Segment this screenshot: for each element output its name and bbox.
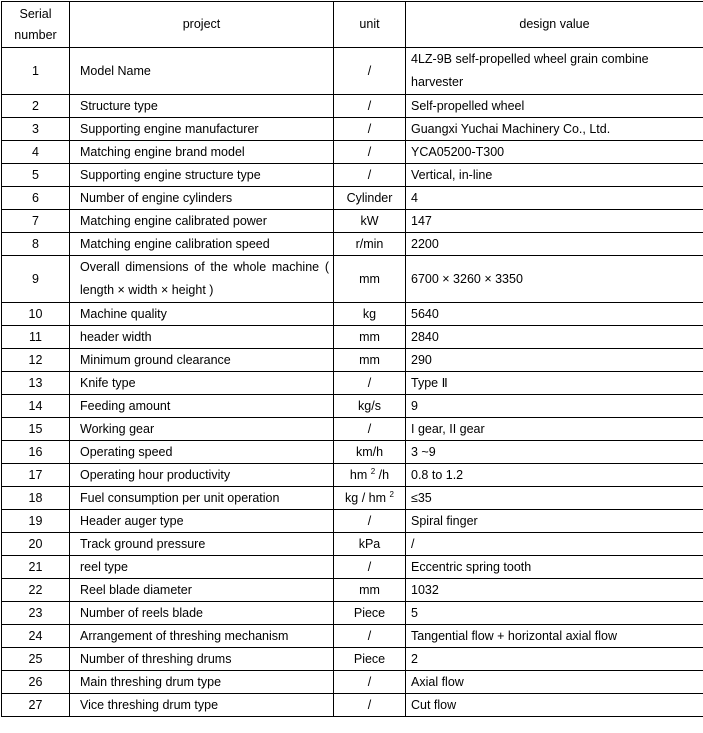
serial-cell: 27 (2, 694, 70, 717)
table-row (2, 395, 703, 418)
unit-cell: / (334, 556, 406, 579)
value-cell: 147 (406, 210, 703, 233)
unit-text: hm (349, 467, 371, 482)
value-cell: Spiral finger (406, 510, 703, 533)
unit-cell: kW (334, 210, 406, 233)
unit-cell: / (334, 510, 406, 533)
unit-cell: / (334, 671, 406, 694)
project-cell: Supporting engine manufacturer (70, 118, 334, 141)
project-cell: Fuel consumption per unit operation (70, 487, 334, 510)
value-cell: Tangential flow + horizontal axial flow (406, 625, 703, 648)
serial-cell: 17 (2, 464, 70, 487)
serial-cell: 14 (2, 395, 70, 418)
unit-cell: / (334, 48, 406, 95)
unit-cell (334, 487, 406, 510)
project-cell: Matching engine calibration speed (70, 233, 334, 256)
header-design-value: design value (406, 2, 703, 48)
serial-cell: 9 (2, 256, 70, 303)
serial-cell: 19 (2, 510, 70, 533)
value-cell: 290 (406, 349, 703, 372)
table-row (2, 349, 703, 372)
unit-cell: / (334, 418, 406, 441)
value-cell: Eccentric spring tooth (406, 556, 703, 579)
serial-cell: 5 (2, 164, 70, 187)
project-cell: Number of reels blade (70, 602, 334, 625)
unit-cell: km/h (334, 441, 406, 464)
unit-cell: / (334, 164, 406, 187)
serial-cell: 18 (2, 487, 70, 510)
serial-cell: 1 (2, 48, 70, 95)
header-row (2, 2, 703, 48)
project-cell: Feeding amount (70, 395, 334, 418)
unit-cell: / (334, 118, 406, 141)
table-row (2, 579, 703, 602)
serial-cell: 2 (2, 95, 70, 118)
table-row (2, 556, 703, 579)
unit-cell: r/min (334, 233, 406, 256)
table-row (2, 118, 703, 141)
value-cell: 5640 (406, 303, 703, 326)
project-cell: Operating speed (70, 441, 334, 464)
unit-cell: kg (334, 303, 406, 326)
serial-cell: 21 (2, 556, 70, 579)
serial-cell: 23 (2, 602, 70, 625)
serial-cell: 24 (2, 625, 70, 648)
serial-cell: 22 (2, 579, 70, 602)
unit-text: kg / hm (345, 490, 390, 505)
project-cell: Knife type (70, 372, 334, 395)
table-row (2, 187, 703, 210)
value-cell: Axial flow (406, 671, 703, 694)
table-row (2, 510, 703, 533)
value-cell: 1032 (406, 579, 703, 602)
table-row (2, 487, 703, 510)
serial-cell: 16 (2, 441, 70, 464)
table-row (2, 533, 703, 556)
unit-cell: / (334, 372, 406, 395)
unit-text: /h (375, 467, 390, 482)
project-cell: Track ground pressure (70, 533, 334, 556)
value-cell: Type Ⅱ (406, 372, 703, 395)
serial-cell: 20 (2, 533, 70, 556)
serial-cell: 4 (2, 141, 70, 164)
value-cell: 2200 (406, 233, 703, 256)
value-cell: 4LZ-9B self-propelled wheel grain combine harvester (406, 48, 703, 95)
project-cell: Vice threshing drum type (70, 694, 334, 717)
project-cell: Overall dimensions of the whole machine ( length × width × height ) (70, 256, 334, 303)
header-serial: Serial number (2, 2, 70, 48)
unit-cell: Piece (334, 648, 406, 671)
table-row (2, 95, 703, 118)
unit-cell: kg/s (334, 395, 406, 418)
project-cell: Matching engine calibrated power (70, 210, 334, 233)
serial-cell: 10 (2, 303, 70, 326)
serial-cell: 8 (2, 233, 70, 256)
value-cell: 3 ~9 (406, 441, 703, 464)
table-row (2, 48, 703, 95)
table-row (2, 671, 703, 694)
table-row (2, 694, 703, 717)
table-row (2, 210, 703, 233)
unit-cell: Cylinder (334, 187, 406, 210)
project-cell: Main threshing drum type (70, 671, 334, 694)
project-cell: Structure type (70, 95, 334, 118)
serial-cell: 25 (2, 648, 70, 671)
unit-superscript: 2 (389, 489, 394, 499)
header-unit: unit (334, 2, 406, 48)
project-cell: reel type (70, 556, 334, 579)
unit-cell: / (334, 141, 406, 164)
project-cell: Header auger type (70, 510, 334, 533)
spec-table (1, 1, 703, 717)
table-row (2, 464, 703, 487)
table-row (2, 625, 703, 648)
table-row (2, 164, 703, 187)
unit-cell: / (334, 694, 406, 717)
project-cell: Number of threshing drums (70, 648, 334, 671)
table-row (2, 326, 703, 349)
unit-cell: mm (334, 579, 406, 602)
serial-cell: 12 (2, 349, 70, 372)
unit-superscript: 2 (370, 466, 376, 476)
project-cell: Supporting engine structure type (70, 164, 334, 187)
value-cell: / (406, 533, 703, 556)
value-cell: ≤35 (406, 487, 703, 510)
table-row (2, 141, 703, 164)
serial-cell: 6 (2, 187, 70, 210)
serial-cell: 26 (2, 671, 70, 694)
table-row (2, 303, 703, 326)
table-row (2, 372, 703, 395)
serial-cell: 11 (2, 326, 70, 349)
value-cell: 2840 (406, 326, 703, 349)
value-cell: 5 (406, 602, 703, 625)
unit-cell: mm (334, 256, 406, 303)
table-row (2, 233, 703, 256)
value-cell: YCA05200-T300 (406, 141, 703, 164)
project-cell: Machine quality (70, 303, 334, 326)
unit-cell: mm (334, 349, 406, 372)
project-cell: Model Name (70, 48, 334, 95)
value-cell: I gear, II gear (406, 418, 703, 441)
table-row (2, 648, 703, 671)
unit-cell: Piece (334, 602, 406, 625)
serial-cell: 13 (2, 372, 70, 395)
value-cell: 4 (406, 187, 703, 210)
value-cell: 2 (406, 648, 703, 671)
project-cell: header width (70, 326, 334, 349)
unit-cell: mm (334, 326, 406, 349)
unit-cell: / (334, 95, 406, 118)
serial-cell: 7 (2, 210, 70, 233)
project-cell: Reel blade diameter (70, 579, 334, 602)
value-cell: Self-propelled wheel (406, 95, 703, 118)
project-cell: Number of engine cylinders (70, 187, 334, 210)
value-cell: Cut flow (406, 694, 703, 717)
table-row (2, 441, 703, 464)
value-cell: 9 (406, 395, 703, 418)
value-cell: 0.8 to 1.2 (406, 464, 703, 487)
header-project: project (70, 2, 334, 48)
project-cell: Arrangement of threshing mechanism (70, 625, 334, 648)
project-cell: Matching engine brand model (70, 141, 334, 164)
project-cell: Working gear (70, 418, 334, 441)
serial-cell: 15 (2, 418, 70, 441)
table-row (2, 418, 703, 441)
unit-cell: / (334, 625, 406, 648)
project-cell: Minimum ground clearance (70, 349, 334, 372)
unit-cell: kPa (334, 533, 406, 556)
value-cell: 6700 × 3260 × 3350 (406, 256, 703, 303)
unit-cell (334, 464, 406, 487)
value-cell: Guangxi Yuchai Machinery Co., Ltd. (406, 118, 703, 141)
table-row (2, 602, 703, 625)
project-cell: Operating hour productivity (70, 464, 334, 487)
value-cell: Vertical, in-line (406, 164, 703, 187)
serial-cell: 3 (2, 118, 70, 141)
table-row (2, 256, 703, 303)
